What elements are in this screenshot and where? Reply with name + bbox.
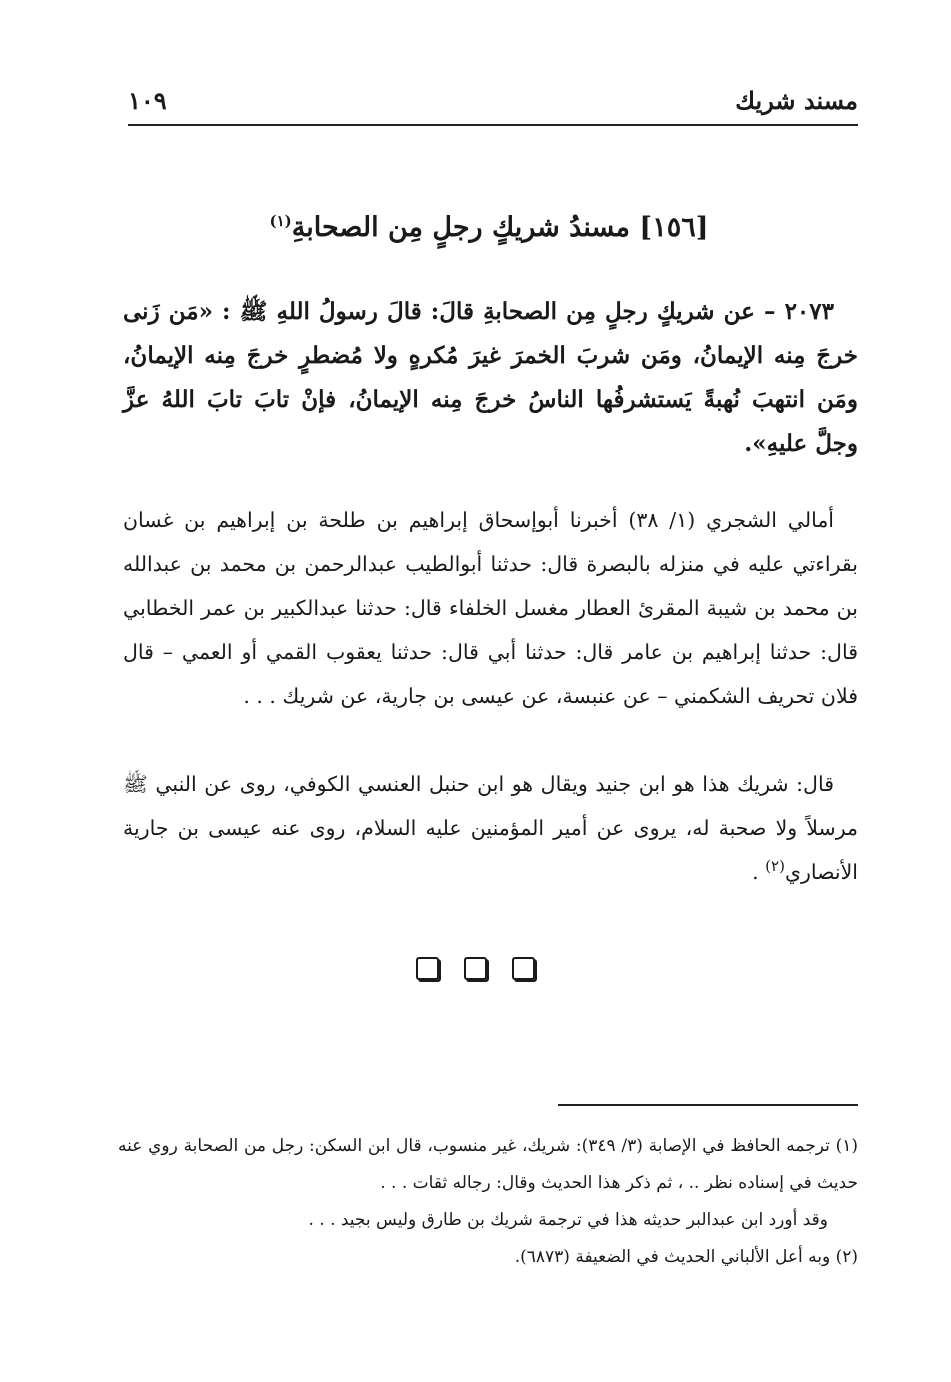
footnote-2	[118, 1239, 858, 1276]
footnote-ref-2[interactable]: (٢)	[765, 857, 785, 876]
page-header	[128, 84, 858, 126]
source-citation: أمالي الشجري (١/ ٣٨) أخبرنا أبوإسحاق إبراهيم بن طلحة بن إبراهيم بن غسان بقراءتي عليه في منزله بالبصرة قال: حدثنا أبوالطيب عبدالرحمن بن محمد بن عبدالله بن محمد بن شيبة المقرئ العطار مغسل الخلفاء قال: حدثنا عبدالكبير بن عمر الخطابي قال: حدثنا إبراهيم بن عامر قال: حدثنا أبي قال: حدثنا يعقوب القمي أو العمي – قال فلان تحريف الشكمني – عن عنبسة، عن عيسى بن جارية، عن شريك . . .	[123, 508, 858, 708]
square-ornament-icon	[416, 957, 439, 980]
square-ornament-icon	[512, 957, 535, 980]
footnote-text: وبه أعل الألباني الحديث في الضعيفة (٦٨٧٣).	[514, 1247, 831, 1267]
narrator-note	[123, 762, 858, 894]
section-divider	[0, 957, 951, 984]
page-number: ١٠٩	[128, 86, 167, 115]
hadith-text: ٢٠٧٣ – عن شريكٍ رجلٍ مِن الصحابةِ قالَ: قالَ رسولُ اللهِ ﷺ : «مَن زَنى خرجَ مِنه الإيمانُ، ومَن شربَ الخمرَ غيرَ مُكرهٍ ولا مُضطرٍ خرجَ مِنه الإيمانُ، ومَن انتهبَ نُهبةً يَستشرفُها الناسُ خرجَ مِنه الإيمانُ، فإنْ تابَ تابَ اللهُ عزَّ وجلَّ عليهِ».	[123, 298, 858, 457]
running-title: مسند شريك	[735, 86, 858, 115]
narrator-note-text: قال: شريك هذا هو ابن جنيد ويقال هو ابن حنبل العنسي الكوفي، روى عن النبي ﷺ مرسلاً ولا صحبة له، يروى عن أمير المؤمنين عليه السلام، روى عنه عيسى بن جارية الأنصاري	[123, 772, 858, 884]
footnote-1-continuation: وقد أورد ابن عبدالبر حديثه هذا في ترجمة شريك بن طارق وليس بجيد . . .	[308, 1210, 828, 1230]
square-ornament-icon	[464, 957, 487, 980]
chapter-title-text: [١٥٦] مسندُ شريكٍ رجلٍ مِن الصحابةِ	[291, 212, 709, 243]
footnote-text: ترجمه الحافظ في الإصابة (٣/ ٣٤٩): شريك، غير منسوب، قال ابن السكن: رجل من الصحابة روي عنه حديث في إسناده نظر .. ، ثم ذكر هذا الحديث وقال: رجاله ثقات . . .	[118, 1136, 858, 1193]
narrator-note-end: .	[752, 860, 766, 884]
footnote-ref-1[interactable]: (١)	[269, 212, 292, 230]
footnote-number: (٢)	[835, 1247, 858, 1267]
footnotes	[118, 1128, 858, 1276]
footnote-separator	[558, 1104, 858, 1106]
chapter-title	[120, 212, 858, 243]
footnote-number: (١)	[835, 1136, 858, 1156]
footnote-1	[118, 1128, 858, 1202]
